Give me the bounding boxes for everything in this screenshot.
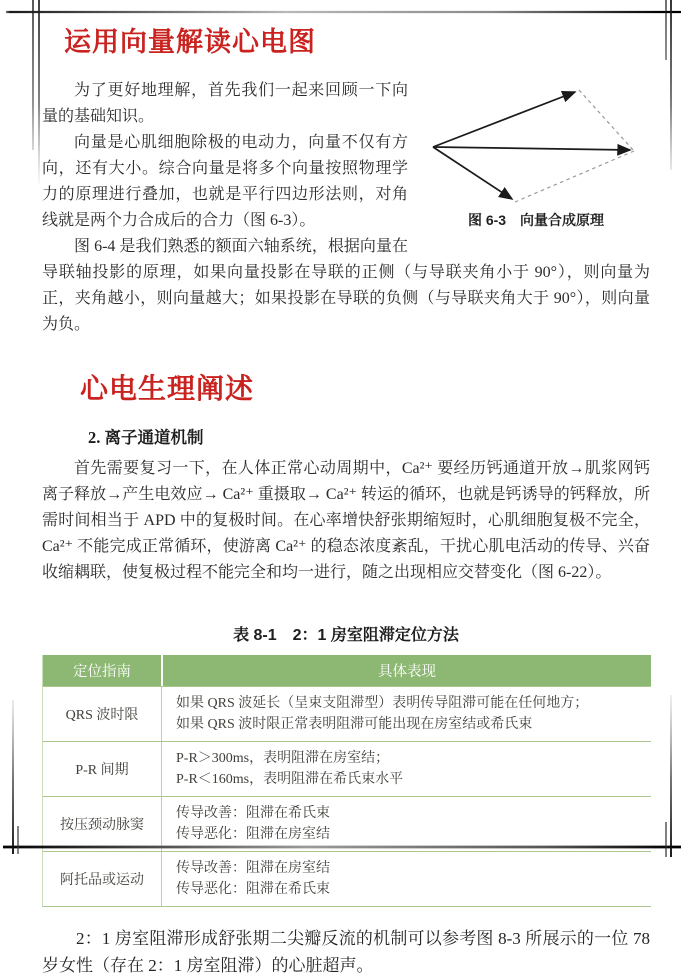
table-row — [43, 851, 651, 906]
paragraph-vector-definition: 向量是心肌细胞除极的电动力，向量不仅有方向，还有大小。综合向量是将多个向量按照物理学力的原理进行叠加，也就是平行四边形法则，对角线就是两个力合成后的合力（图 6-3）。 — [42, 134, 408, 230]
section1-body — [42, 78, 650, 338]
row-details-pr — [161, 742, 651, 796]
paragraph-closing: 2：1 房室阻滞形成舒张期二尖瓣反流的机制可以参考图 8-3 所展示的一位 78 岁女性（存在 2：1 房室阻滞）的心脏超声。 — [42, 928, 650, 975]
section1-title: 运用向量解读心电图 — [64, 27, 316, 57]
table-header-row — [43, 655, 651, 686]
detail-line: 传导恶化：阻滞在希氏束 — [176, 881, 330, 897]
table-header-guide: 定位指南 — [43, 655, 161, 686]
row-label-carotid: 按压颈动脉窦 — [60, 817, 144, 833]
row-details-carotid — [161, 797, 651, 851]
dashed-side-bottom — [515, 151, 634, 202]
paragraph-hexaxial-system: 图 6-4 是我们熟悉的额面六轴系统，根据向量在导联轴投影的原理，如果向量投影在导联的正侧（与导联夹角小于 90°），则向量为正，夹角越小，则向量越大；如果投影在导联的负侧（与导联夹角大于 90°），则向量为负。 — [42, 238, 650, 334]
detail-line: 如果 QRS 波时限正常表明阻滞可能出现在房室结或希氏束 — [176, 716, 533, 732]
paragraph-calcium-cycle: 首先需要复习一下，在人体正常心动周期中，Ca²⁺ 要经历钙通道开放→肌浆网钙离子释放→产生电效应→ Ca²⁺ 重摄取→ Ca²⁺ 转运的循环，也就是钙诱导的钙释放，所需时间相当于 APD 中的复极时间。在心率增快舒张期缩短时，心肌细胞复极不完全，Ca²⁺ 不能完成正常循环，使游离 Ca²⁺ 的稳态浓度紊乱，干扰心肌电活动的传导、兴奋收缩耦联，使复极过程不能完全和均一进行，随之出现相应交替变化（图 6-22）。 — [42, 459, 650, 581]
figure-caption: 图 6-3 向量合成原理 — [467, 212, 605, 229]
vector-composition-diagram — [427, 80, 645, 206]
detail-line: P-R＜160ms，表明阻滞在希氏束水平 — [176, 771, 404, 787]
subsection-ion-channel: 2. 离子通道机制 — [88, 427, 204, 447]
vector-arrow-up — [433, 92, 575, 147]
detail-line: 传导改善：阻滞在希氏束 — [176, 805, 330, 821]
table-header-manifestation: 具体表现 — [163, 655, 651, 686]
detail-line: P-R＞300ms，表明阻滞在房室结； — [176, 750, 390, 766]
av-block-localization-table — [42, 655, 651, 907]
vector-arrow-down — [433, 147, 512, 199]
figure-6-3 — [422, 80, 650, 228]
paragraph-intro: 为了更好地理解，首先我们一起来回顾一下向量的基础知识。 — [42, 82, 408, 126]
row-label-pr: P-R 间期 — [75, 762, 129, 778]
row-details-atropine — [161, 852, 651, 906]
detail-line: 如果 QRS 波延长（呈束支阻滞型）表明传导阻滞可能在任何地方； — [176, 695, 589, 711]
row-details-qrs — [161, 687, 651, 741]
row-label-qrs: QRS 波时限 — [65, 707, 139, 723]
row-label-atropine: 阿托品或运动 — [60, 872, 144, 888]
dashed-side-top — [579, 90, 634, 151]
section2-title: 心电生理阐述 — [80, 373, 255, 405]
table-title: 表 8-1 2：1 房室阻滞定位方法 — [233, 626, 459, 644]
detail-line: 传导恶化：阻滞在房室结 — [176, 826, 330, 842]
table-row — [43, 796, 651, 851]
table-row — [43, 686, 651, 741]
vector-arrow-resultant — [433, 147, 630, 150]
table-row — [43, 741, 651, 796]
detail-line: 传导改善：阻滞在房室结 — [176, 860, 330, 876]
